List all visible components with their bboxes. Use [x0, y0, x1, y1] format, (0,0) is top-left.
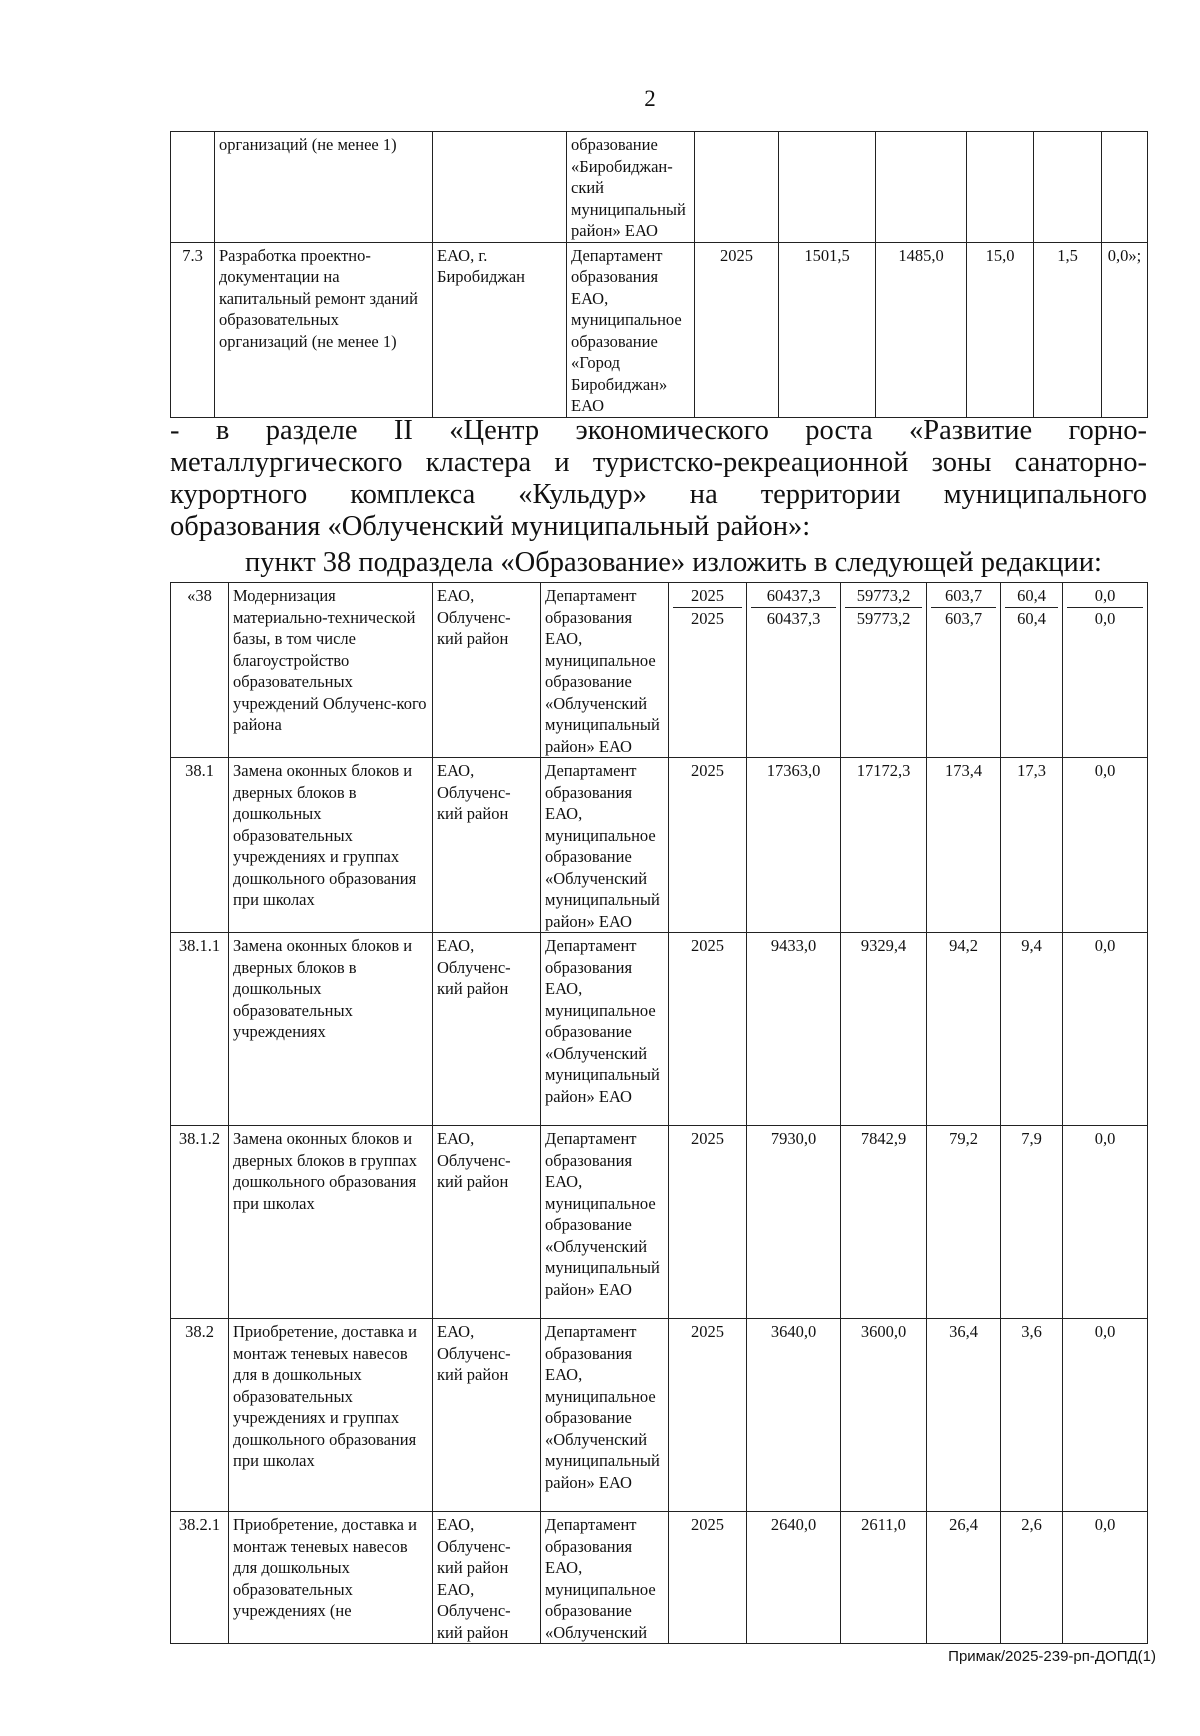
cell-place: [433, 132, 567, 243]
cell-executor: Департамент образования ЕАО, муниципальное образование «Облученский муниципальный район» ЕАО: [541, 1319, 669, 1512]
cell-executor: Департамент образования ЕАО, муниципальное образование «Облученский муниципальный район» ЕАО: [541, 1126, 669, 1319]
cell-reg: 94,2: [927, 933, 1001, 1126]
cell-year: 2025: [669, 758, 747, 933]
year-line: 2025: [673, 585, 742, 608]
cell-loc: [1001, 583, 1063, 758]
cell-total: 3640,0: [747, 1319, 841, 1512]
fed-line: 59773,2: [845, 585, 922, 608]
cell-extra: 0,0: [1063, 758, 1148, 933]
cell-num: «38: [171, 583, 229, 758]
cell-fed: 2611,0: [841, 1512, 927, 1644]
extra-line: 0,0: [1067, 585, 1143, 608]
cell-num: 38.2: [171, 1319, 229, 1512]
cell-num: 7.3: [171, 242, 215, 417]
cell-name: организаций (не менее 1): [215, 132, 433, 243]
fed-line: 59773,2: [856, 608, 911, 628]
cell-num: 38.1: [171, 758, 229, 933]
cell-extra: [1102, 132, 1148, 243]
cell-extra: 0,0: [1063, 1512, 1148, 1644]
paragraph-section: [170, 415, 1147, 543]
cell-year: 2025: [695, 242, 779, 417]
cell-num: 38.1.1: [171, 933, 229, 1126]
reg-line: 603,7: [931, 585, 996, 608]
document-footer-code: Примак/2025-239-рп-ДОПД(1): [948, 1648, 1156, 1665]
cell-total: 7930,0: [747, 1126, 841, 1319]
cell-year: [695, 132, 779, 243]
cell-year: 2025: [669, 1512, 747, 1644]
cell-name: Замена оконных блоков и дверных блоков в группах дошкольного образования при школах: [229, 1126, 433, 1319]
cell-loc: 17,3: [1001, 758, 1063, 933]
cell-name: Замена оконных блоков и дверных блоков в дошкольных образовательных учреждениях и группах дошкольного образования при школах: [229, 758, 433, 933]
cell-year: 2025: [669, 933, 747, 1126]
table-top: [170, 131, 1148, 418]
table-main: [170, 582, 1148, 1644]
paragraph-line: образования «Облученский муниципальный район»:: [170, 511, 811, 542]
table-row: [171, 1512, 1148, 1644]
cell-place: ЕАО, Облученс-кий район: [433, 583, 541, 758]
cell-reg: [967, 132, 1034, 243]
cell-fed: 9329,4: [841, 933, 927, 1126]
cell-reg: 15,0: [967, 242, 1034, 417]
cell-loc: 2,6: [1001, 1512, 1063, 1644]
cell-name: Замена оконных блоков и дверных блоков в дошкольных образовательных учреждениях: [229, 933, 433, 1126]
cell-fed: [841, 583, 927, 758]
total-line: 60437,3: [766, 608, 821, 628]
loc-line: 60,4: [1005, 585, 1058, 608]
cell-year: 2025: [669, 1126, 747, 1319]
reg-line: 603,7: [944, 608, 983, 628]
extra-line: 0,0: [1094, 608, 1116, 628]
table-row: [171, 242, 1148, 417]
paragraph-item: пункт 38 подраздела «Образование» изложить в следующей редакции:: [245, 547, 1102, 578]
cell-year: [669, 583, 747, 758]
cell-total: 1501,5: [779, 242, 876, 417]
table-row: [171, 933, 1148, 1126]
loc-line: 60,4: [1017, 608, 1046, 628]
table-row: [171, 1319, 1148, 1512]
paragraph-line: металлургического кластера и туристско-рекреационной зоны санаторно-: [170, 447, 1147, 478]
cell-loc: 7,9: [1001, 1126, 1063, 1319]
cell-reg: 173,4: [927, 758, 1001, 933]
cell-extra: 0,0: [1063, 1319, 1148, 1512]
cell-place: ЕАО, г. Биробиджан: [433, 242, 567, 417]
cell-fed: 7842,9: [841, 1126, 927, 1319]
paragraph-line: - в разделе II «Центр экономического роста «Развитие горно-: [170, 415, 1147, 446]
cell-loc: [1034, 132, 1102, 243]
cell-total: 9433,0: [747, 933, 841, 1126]
table-row: [171, 758, 1148, 933]
cell-reg: 26,4: [927, 1512, 1001, 1644]
cell-fed: [876, 132, 967, 243]
cell-fed: 17172,3: [841, 758, 927, 933]
cell-executor: Департамент образования ЕАО, муниципальное образование «Облученский муниципальный район» ЕАО: [541, 583, 669, 758]
total-line: 60437,3: [751, 585, 836, 608]
cell-executor: Департамент образования ЕАО, муниципальное образование «Облученский: [541, 1512, 669, 1644]
cell-num: 38.2.1: [171, 1512, 229, 1644]
cell-extra: [1063, 583, 1148, 758]
cell-reg: 36,4: [927, 1319, 1001, 1512]
table-row: [171, 1126, 1148, 1319]
cell-place: ЕАО, Облученс-кий район: [433, 1126, 541, 1319]
cell-loc: 9,4: [1001, 933, 1063, 1126]
cell-name: Разработка проектно-документации на капитальный ремонт зданий образовательных организаций (не менее 1): [215, 242, 433, 417]
cell-loc: 3,6: [1001, 1319, 1063, 1512]
cell-place: ЕАО, Облученс-кий район: [433, 758, 541, 933]
cell-executor: Департамент образования ЕАО, муниципальное образование «Облученский муниципальный район» ЕАО: [541, 933, 669, 1126]
cell-name: Модернизация материально-технической базы, в том числе благоустройство образовательных учреждений Облученс-кого района: [229, 583, 433, 758]
cell-fed: 3600,0: [841, 1319, 927, 1512]
cell-extra: 0,0: [1063, 1126, 1148, 1319]
cell-year: 2025: [669, 1319, 747, 1512]
cell-num: 38.1.2: [171, 1126, 229, 1319]
table-row: [171, 583, 1148, 758]
cell-executor: образование «Биробиджан-ский муниципальный район» ЕАО: [567, 132, 695, 243]
cell-name: Приобретение, доставка и монтаж теневых навесов для дошкольных образовательных учреждениях (не: [229, 1512, 433, 1644]
cell-total: 17363,0: [747, 758, 841, 933]
cell-executor: Департамент образования ЕАО, муниципальное образование «Облученский муниципальный район» ЕАО: [541, 758, 669, 933]
paragraph-line: курортного комплекса «Кульдур» на территории муниципального: [170, 479, 1147, 510]
cell-reg: [927, 583, 1001, 758]
cell-loc: 1,5: [1034, 242, 1102, 417]
cell-place: ЕАО, Облученс-кий район: [433, 933, 541, 1126]
cell-place: ЕАО, Облученс-кий район ЕАО, Облученс-кий район: [433, 1512, 541, 1644]
page-number: 2: [644, 86, 656, 111]
cell-fed: 1485,0: [876, 242, 967, 417]
cell-executor: Департамент образования ЕАО, муниципальное образование «Город Биробиджан» ЕАО: [567, 242, 695, 417]
cell-total: [747, 583, 841, 758]
cell-extra: 0,0»;: [1102, 242, 1148, 417]
cell-extra: 0,0: [1063, 933, 1148, 1126]
cell-total: 2640,0: [747, 1512, 841, 1644]
cell-place: ЕАО, Облученс-кий район: [433, 1319, 541, 1512]
cell-num: [171, 132, 215, 243]
cell-name: Приобретение, доставка и монтаж теневых навесов для в дошкольных образовательных учреждениях и группах дошкольного образования при школах: [229, 1319, 433, 1512]
cell-reg: 79,2: [927, 1126, 1001, 1319]
year-line: 2025: [691, 608, 724, 628]
cell-total: [779, 132, 876, 243]
table-row: [171, 132, 1148, 243]
